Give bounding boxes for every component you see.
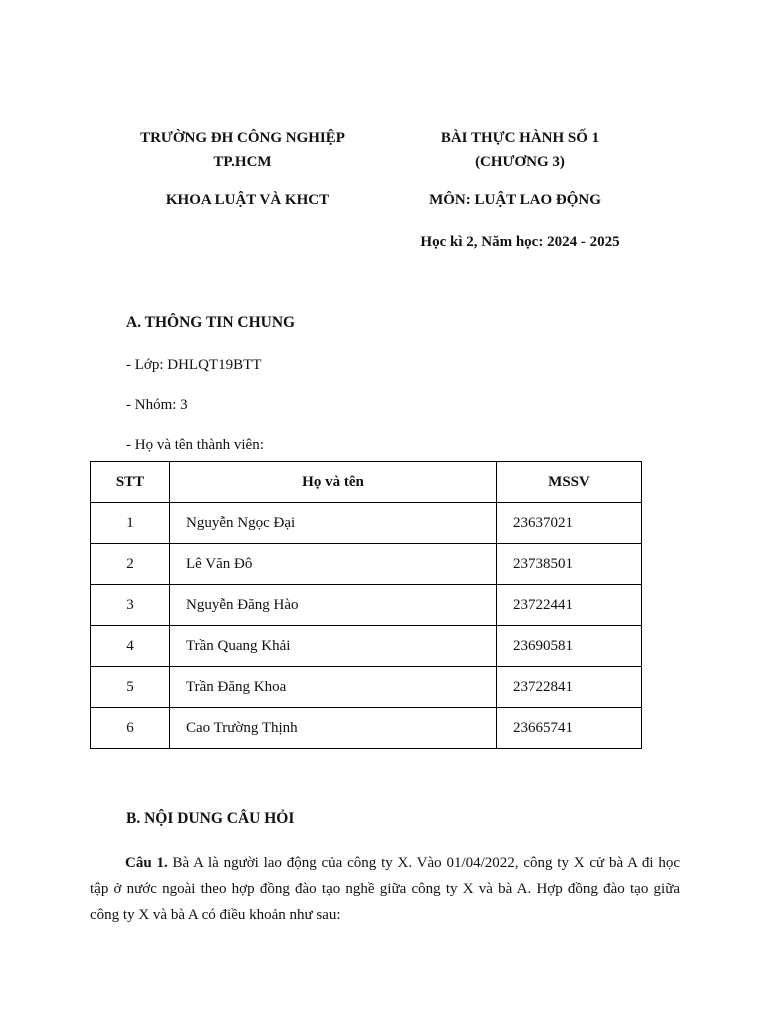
- school-name: [100, 126, 385, 174]
- cell-name: Nguyễn Ngọc Đại: [170, 503, 497, 544]
- cell-stt: 4: [91, 626, 170, 667]
- cell-stt: 3: [91, 585, 170, 626]
- cell-name: Cao Trường Thịnh: [170, 708, 497, 749]
- table-row: [91, 667, 642, 708]
- cell-id: 23738501: [497, 544, 642, 585]
- question-label: Câu 1.: [125, 855, 168, 871]
- assignment-title: [395, 126, 645, 174]
- section-a-title: A. THÔNG TIN CHUNG: [126, 314, 296, 331]
- table-row: [91, 544, 642, 585]
- subject-name: MÔN: LUẬT LAO ĐỘNG: [429, 192, 601, 208]
- table-row: [91, 585, 642, 626]
- cell-name: Trần Quang Khải: [170, 626, 497, 667]
- school-name-line1: TRƯỜNG ĐH CÔNG NGHIỆP: [140, 130, 345, 146]
- school-name-line2: TP.HCM: [213, 154, 272, 170]
- cell-stt: 2: [91, 544, 170, 585]
- term-info: Học kì 2, Năm học: 2024 - 2025: [420, 234, 620, 250]
- faculty-name: KHOA LUẬT VÀ KHCT: [165, 192, 330, 208]
- section-b-title: B. NỘI DUNG CÂU HỎI: [126, 810, 295, 827]
- table-header-row: [91, 462, 642, 503]
- cell-name: Trần Đăng Khoa: [170, 667, 497, 708]
- header-stt: STT: [91, 462, 170, 503]
- class-line: - Lớp: DHLQT19BTT: [126, 357, 262, 373]
- header-id: MSSV: [497, 462, 642, 503]
- group-line: - Nhóm: 3: [126, 397, 188, 413]
- cell-stt: 1: [91, 503, 170, 544]
- cell-name: Nguyễn Đăng Hào: [170, 585, 497, 626]
- members-label: - Họ và tên thành viên:: [126, 437, 264, 453]
- cell-id: 23637021: [497, 503, 642, 544]
- table-row: [91, 503, 642, 544]
- assignment-title-line2: (CHƯƠNG 3): [475, 154, 565, 170]
- table-row: [91, 626, 642, 667]
- assignment-title-line1: BÀI THỰC HÀNH SỐ 1: [440, 130, 600, 146]
- cell-id: 23690581: [497, 626, 642, 667]
- cell-stt: 6: [91, 708, 170, 749]
- cell-name: Lê Văn Đô: [170, 544, 497, 585]
- cell-stt: 5: [91, 667, 170, 708]
- cell-id: 23665741: [497, 708, 642, 749]
- members-table: [90, 461, 642, 749]
- cell-id: 23722841: [497, 667, 642, 708]
- question-text: Bà A là người lao động của công ty X. Vào 01/04/2022, công ty X cử bà A đi học tập ở nước ngoài theo hợp đồng đào tạo nghề giữa công ty X và bà A. Hợp đồng đào tạo giữa công ty X và bà A có điều khoản như sau:: [90, 855, 680, 923]
- header-name: Họ và tên: [170, 462, 497, 503]
- question-paragraph: [90, 850, 680, 928]
- table-row: [91, 708, 642, 749]
- cell-id: 23722441: [497, 585, 642, 626]
